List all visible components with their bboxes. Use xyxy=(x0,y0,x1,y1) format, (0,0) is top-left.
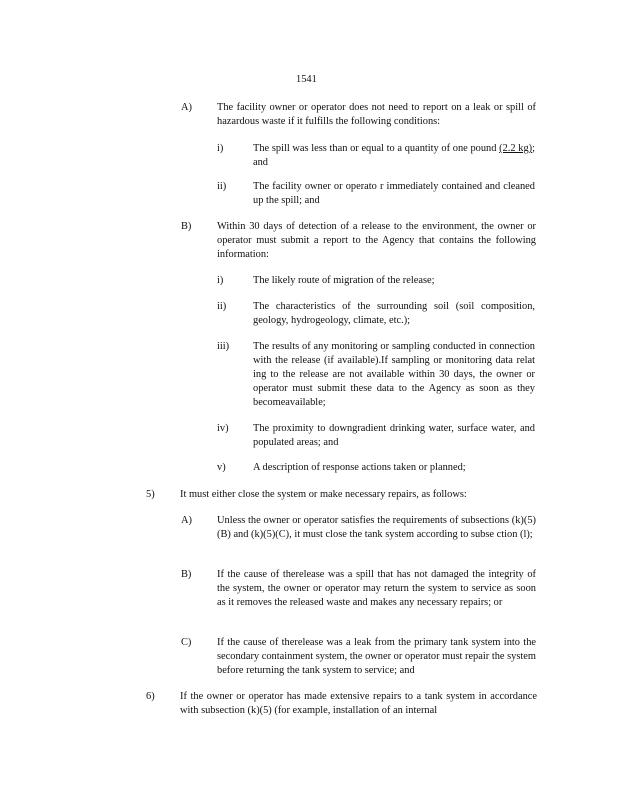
item-text: The characteristics of the surrounding soil (soil composition, geology, hydrogeology, climate, etc.); xyxy=(253,301,535,326)
text-segment: The spill was less than or equal to a quantity of one pound xyxy=(253,143,500,154)
item-label: iii) xyxy=(217,341,230,352)
item-label: i) xyxy=(217,143,224,154)
text-segment: ; and xyxy=(253,143,535,168)
item-label: i) xyxy=(217,275,224,286)
item-text: The likely route of migration of the release; xyxy=(253,275,435,286)
item-text: Within 30 days of detection of a release to the environment, the owner or operator must submit a report to the Agency that contains the following information: xyxy=(217,221,536,260)
underlined-amendment: (2.2 kg) xyxy=(499,143,533,154)
item-label: ii) xyxy=(217,181,227,192)
item-label: C) xyxy=(181,637,192,648)
item-label: ii) xyxy=(217,301,227,312)
item-label: v) xyxy=(217,462,226,473)
item-label: 5) xyxy=(146,489,155,500)
page-number: 1541 xyxy=(296,74,317,85)
item-text: If the cause of therelease was a leak from the primary tank system into the secondary containment system, the owner or operator must repair the system before returning the tank system to service; and xyxy=(217,637,536,676)
item-text: The proximity to downgradient drinking water, surface water, and populated areas; and xyxy=(253,423,535,448)
item-text xyxy=(253,142,535,170)
item-text: The facility owner or operato r immediately contained and cleaned up the spill; and xyxy=(253,181,535,206)
item-label: B) xyxy=(181,569,192,580)
item-text: If the cause of therelease was a spill that has not damaged the integrity of the system, the owner or operator may return the system to service as soon as it removes the released waste and makes any necessary repairs; or xyxy=(217,569,536,608)
item-text: It must either close the system or make necessary repairs, as follows: xyxy=(180,489,467,500)
item-label: 6) xyxy=(146,691,155,702)
item-label: B) xyxy=(181,221,192,232)
item-text: The facility owner or operator does not need to report on a leak or spill of hazardous waste if it fulfills the following conditions: xyxy=(217,102,536,127)
item-label: A) xyxy=(181,102,192,113)
item-text: Unless the owner or operator satisfies the requirements of subsections (k)(5)(B) and (k)(5)(C), it must close the tank system according to subse ction (l); xyxy=(217,515,536,540)
item-text: A description of response actions taken or planned; xyxy=(253,462,466,473)
item-label: iv) xyxy=(217,423,229,434)
item-text: If the owner or operator has made extensive repairs to a tank system in accordance with subsection (k)(5) (for example, installation of an internal xyxy=(180,691,537,716)
item-label: A) xyxy=(181,515,192,526)
item-text: The results of any monitoring or sampling conducted in connection with the release (if available).If sampling or monitoring data relat ing to the release are not available within 30 days, the owner or operator must submit these data to the Agency as soon as they becomeavailable; xyxy=(253,341,535,408)
